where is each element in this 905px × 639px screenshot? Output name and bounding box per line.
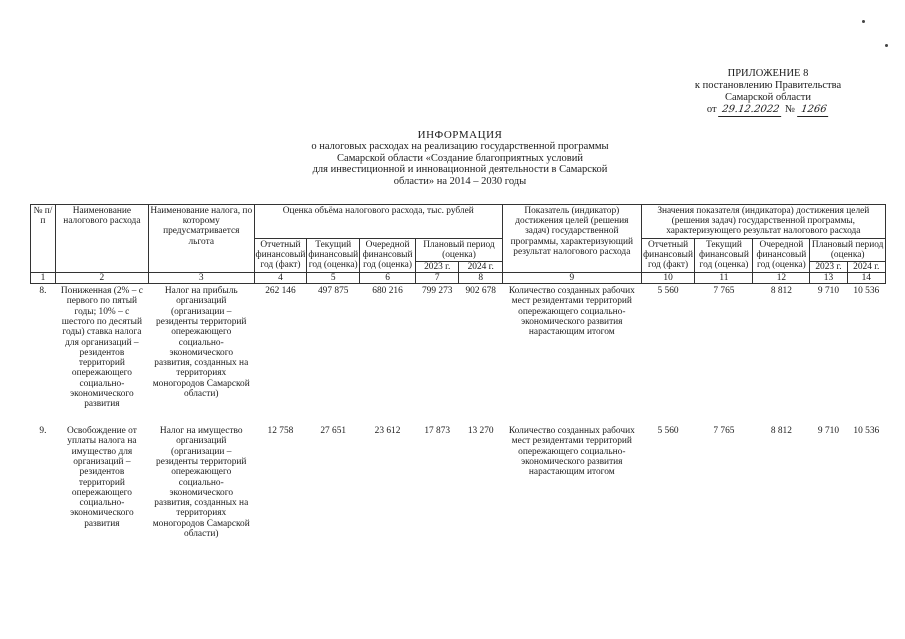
table-row [31, 284, 886, 425]
row-value-2024: 10 536 [853, 286, 880, 297]
heading-title: ИНФОРМАЦИЯ [417, 129, 503, 141]
column-number: 14 [847, 273, 885, 284]
header-name: Наименование налогового расхода [55, 205, 148, 273]
heading-line-1: о налоговых расходах на реализацию государственной программы [311, 141, 609, 153]
number-prefix: № [785, 104, 796, 115]
column-number: 4 [254, 273, 307, 284]
document-heading [270, 130, 650, 187]
table-row [31, 424, 886, 546]
header-reporting: Отчетный финансовый год (факт) [254, 238, 307, 272]
row-estimate-next: 680 216 [372, 286, 403, 297]
row-estimate-current: 27 651 [320, 426, 347, 437]
row-estimate-2024: 902 678 [465, 286, 496, 297]
heading-line-2: Самарской области «Создание благоприятных условий [337, 152, 583, 164]
header-current: Текущий финансовый год (оценка) [695, 238, 753, 272]
header-current: Текущий финансовый год (оценка) [307, 238, 360, 272]
header-planned: Плановый период (оценка) [415, 238, 502, 261]
row-tax-name: Налог на прибыль организаций (организации – резиденты территорий опережающего социально-экономического развития, созданных на территориях моногородов Самарской области) [152, 286, 250, 399]
header-next: Очередной финансовый год (оценка) [360, 238, 416, 272]
header-estimate-group: Оценка объёма налогового расхода, тыс. рублей [254, 205, 502, 239]
column-number: 9 [502, 273, 641, 284]
column-number: 2 [55, 273, 148, 284]
column-number: 13 [810, 273, 847, 284]
column-number: 3 [148, 273, 254, 284]
column-number: 6 [360, 273, 416, 284]
row-value-next: 8 812 [770, 426, 792, 437]
handwritten-date: 29.12.2022 [718, 104, 783, 117]
scan-speck [885, 44, 888, 47]
appendix-line-2: Самарской области [725, 92, 811, 103]
header-planned: Плановый период (оценка) [810, 238, 886, 261]
header-next: Очередной финансовый год (оценка) [753, 238, 810, 272]
appendix-date-line [683, 104, 853, 117]
column-number: 10 [641, 273, 695, 284]
appendix-line-1: к постановлению Правительства [694, 80, 842, 91]
row-value-next: 8 812 [770, 286, 792, 297]
row-estimate-2024: 13 270 [467, 426, 494, 437]
date-prefix: от [706, 104, 717, 115]
row-estimate-next: 23 612 [374, 426, 401, 437]
row-value-reporting: 5 560 [657, 286, 679, 297]
column-number: 11 [695, 273, 753, 284]
column-number: 1 [31, 273, 56, 284]
heading-line-4: области» на 2014 – 2030 годы [393, 175, 527, 187]
scan-speck [862, 20, 865, 23]
header-tax: Наименование налога, по которому предусматривается льгота [148, 205, 254, 273]
tax-expenditure-table [30, 204, 886, 546]
header-reporting: Отчетный финансовый год (факт) [641, 238, 695, 272]
column-number: 8 [459, 273, 503, 284]
appendix-title: ПРИЛОЖЕНИЕ 8 [727, 68, 809, 79]
row-estimate-2023: 17 873 [424, 426, 451, 437]
header-no: № п/п [31, 205, 56, 273]
row-value-2023: 9 710 [817, 426, 840, 437]
column-number: 7 [415, 273, 458, 284]
row-value-2023: 9 710 [817, 286, 840, 297]
header-values-group: Значения показателя (индикатора) достижения целей (решения задач) государственной программы, характеризующего результат налогового расхода [641, 205, 885, 239]
row-value-2024: 10 536 [853, 426, 880, 437]
row-estimate-2023: 799 273 [421, 286, 453, 297]
row-indicator: Количество созданных рабочих мест резидентами территорий опережающего социально-экономического развития нарастающим итогом [508, 426, 635, 478]
row-indicator: Количество созданных рабочих мест резидентами территорий опережающего социально-экономического развития нарастающим итогом [508, 286, 635, 338]
header-indicator: Показатель (индикатор) достижения целей (решения задач) государственной программы, характеризующий результат налогового расхода [502, 205, 641, 273]
column-number: 5 [307, 273, 360, 284]
header-year-2024: 2024 г. [847, 262, 885, 273]
header-year-2024: 2024 г. [459, 262, 503, 273]
row-no: 8. [39, 286, 47, 297]
row-value-current: 7 765 [713, 286, 735, 297]
row-estimate-reporting: 262 146 [265, 286, 296, 297]
row-expenditure-name: Пониженная (2% – с первого по пятый годы; 10% – с шестого по десятый годы) ставка налога для организаций – резидентов территорий опережающего социально-экономического развития [60, 286, 143, 410]
handwritten-number: 1266 [797, 104, 830, 117]
header-year-2023: 2023 г. [810, 262, 847, 273]
row-estimate-reporting: 12 758 [267, 426, 294, 437]
row-estimate-current: 497 875 [317, 286, 349, 297]
header-year-2023: 2023 г. [415, 262, 458, 273]
column-number: 12 [753, 273, 810, 284]
heading-line-3: для инвестиционной и инновационной деятельности в Самарской [312, 164, 608, 176]
row-tax-name: Налог на имущество организаций (организации – резиденты территорий опережающего социально-экономического развития, созданных на территориях моногородов Самарской области) [152, 426, 250, 539]
row-value-current: 7 765 [713, 426, 735, 437]
row-value-reporting: 5 560 [657, 426, 679, 437]
row-expenditure-name: Освобождение от уплаты налога на имущество для организаций – резидентов территорий опережающего социально-экономического развития [66, 426, 137, 529]
appendix-header [683, 68, 853, 117]
row-no: 9. [39, 426, 47, 437]
